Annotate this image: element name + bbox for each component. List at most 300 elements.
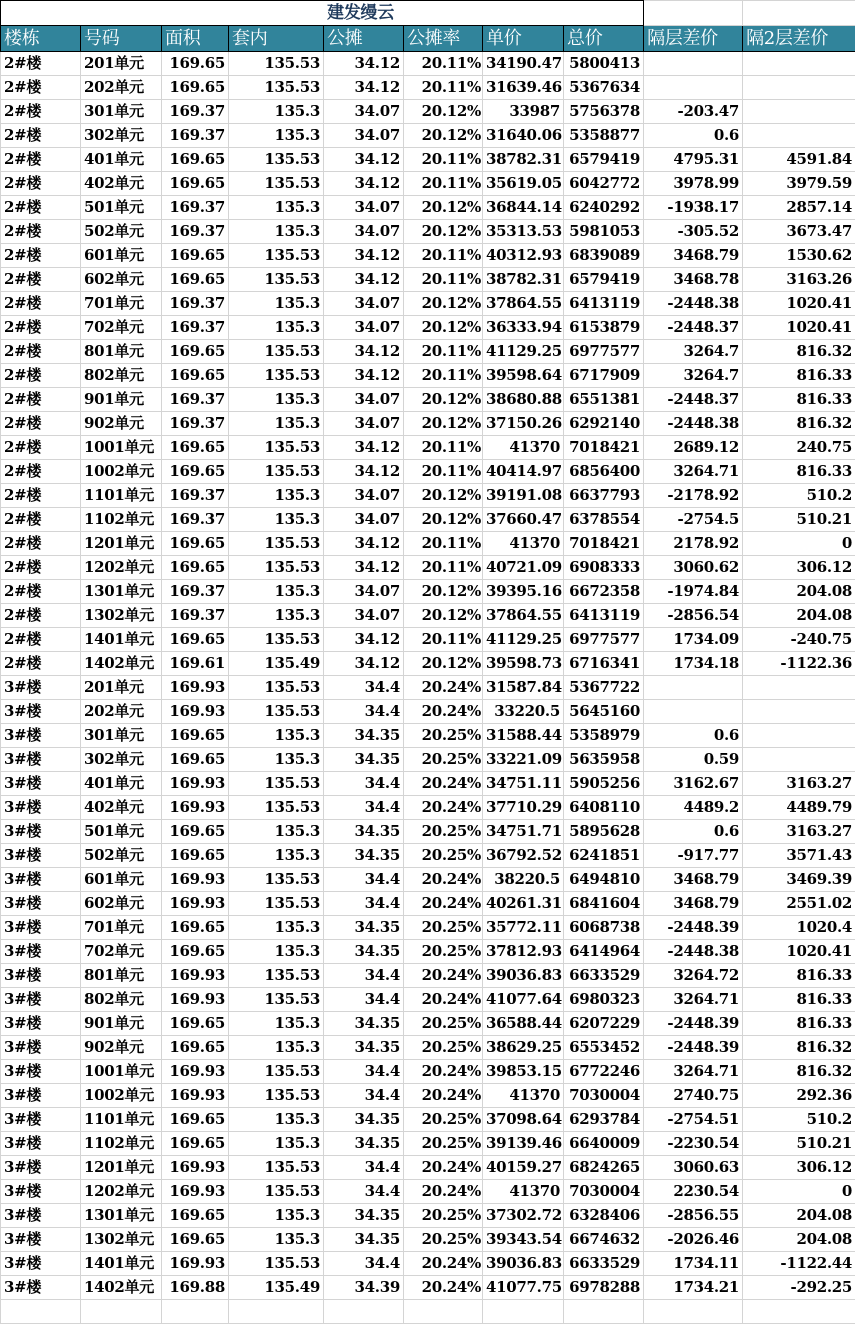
cell-shared-rate[interactable]: 20.11% [404, 52, 483, 76]
cell-floor2-diff[interactable]: 4591.84 [743, 148, 855, 172]
cell-unit[interactable]: 901单元 [81, 1012, 162, 1036]
sheet-title[interactable]: 建发缦云 [1, 1, 644, 26]
cell-area[interactable]: 169.93 [162, 868, 229, 892]
cell-unit[interactable]: 602单元 [81, 268, 162, 292]
cell-unit-price[interactable]: 36844.14 [483, 196, 564, 220]
cell-floor2-diff[interactable] [743, 100, 855, 124]
cell-inner-area[interactable]: 135.53 [229, 796, 324, 820]
cell-unit[interactable]: 1002单元 [81, 460, 162, 484]
cell-total-price[interactable]: 6977577 [564, 340, 644, 364]
cell-total-price[interactable]: 5895628 [564, 820, 644, 844]
cell-shared-rate[interactable]: 20.24% [404, 676, 483, 700]
cell-shared-area[interactable]: 34.12 [324, 556, 404, 580]
cell-unit[interactable]: 1201单元 [81, 532, 162, 556]
cell-unit-price[interactable]: 31588.44 [483, 724, 564, 748]
cell-area[interactable]: 169.65 [162, 364, 229, 388]
header-shared-area[interactable]: 公摊 [324, 26, 404, 52]
cell-shared-area[interactable]: 34.12 [324, 628, 404, 652]
cell-shared-area[interactable]: 34.35 [324, 1036, 404, 1060]
cell-shared-area[interactable]: 34.12 [324, 52, 404, 76]
cell-area[interactable]: 169.37 [162, 580, 229, 604]
cell-area[interactable]: 169.65 [162, 172, 229, 196]
cell-shared-rate[interactable]: 20.24% [404, 1180, 483, 1204]
cell-floor2-diff[interactable]: 816.33 [743, 988, 855, 1012]
cell-shared-area[interactable]: 34.12 [324, 148, 404, 172]
cell-inner-area[interactable]: 135.53 [229, 148, 324, 172]
cell-unit[interactable]: 301单元 [81, 100, 162, 124]
cell-building[interactable]: 2#楼 [1, 460, 81, 484]
cell-unit-price[interactable]: 31587.84 [483, 676, 564, 700]
cell-building[interactable]: 3#楼 [1, 796, 81, 820]
cell-floor2-diff[interactable]: -1122.44 [743, 1252, 855, 1276]
cell-shared-area[interactable]: 34.07 [324, 292, 404, 316]
cell-shared-rate[interactable]: 20.25% [404, 1228, 483, 1252]
cell-building[interactable]: 3#楼 [1, 1036, 81, 1060]
cell-shared-area[interactable]: 34.4 [324, 676, 404, 700]
cell-inner-area[interactable]: 135.53 [229, 172, 324, 196]
cell-shared-area[interactable]: 34.4 [324, 1180, 404, 1204]
cell-area[interactable]: 169.65 [162, 1132, 229, 1156]
cell-total-price[interactable]: 6772246 [564, 1060, 644, 1084]
cell-building[interactable]: 2#楼 [1, 244, 81, 268]
cell-inner-area[interactable]: 135.3 [229, 292, 324, 316]
cell-unit[interactable]: 1201单元 [81, 1156, 162, 1180]
cell-building[interactable]: 3#楼 [1, 1276, 81, 1300]
cell-shared-area[interactable]: 34.4 [324, 796, 404, 820]
cell-unit[interactable]: 601单元 [81, 868, 162, 892]
cell-unit-price[interactable]: 37864.55 [483, 604, 564, 628]
empty-cell[interactable] [229, 1300, 324, 1324]
cell-floor-diff[interactable]: -2448.38 [644, 412, 743, 436]
cell-floor-diff[interactable]: 0.6 [644, 124, 743, 148]
cell-inner-area[interactable]: 135.53 [229, 772, 324, 796]
cell-inner-area[interactable]: 135.3 [229, 916, 324, 940]
cell-unit-price[interactable]: 40312.93 [483, 244, 564, 268]
cell-unit[interactable]: 501单元 [81, 196, 162, 220]
cell-shared-area[interactable]: 34.07 [324, 124, 404, 148]
cell-shared-rate[interactable]: 20.11% [404, 172, 483, 196]
cell-shared-area[interactable]: 34.35 [324, 1132, 404, 1156]
empty-cell[interactable] [81, 1300, 162, 1324]
cell-floor2-diff[interactable]: 1020.41 [743, 316, 855, 340]
cell-floor-diff[interactable] [644, 700, 743, 724]
header-building[interactable]: 楼栋 [1, 26, 81, 52]
cell-total-price[interactable]: 7018421 [564, 436, 644, 460]
cell-unit-price[interactable]: 33220.5 [483, 700, 564, 724]
cell-unit-price[interactable]: 38629.25 [483, 1036, 564, 1060]
cell-unit[interactable]: 602单元 [81, 892, 162, 916]
cell-shared-rate[interactable]: 20.11% [404, 532, 483, 556]
cell-shared-rate[interactable]: 20.12% [404, 580, 483, 604]
cell-area[interactable]: 169.37 [162, 292, 229, 316]
cell-shared-rate[interactable]: 20.25% [404, 724, 483, 748]
cell-inner-area[interactable]: 135.3 [229, 1228, 324, 1252]
cell-total-price[interactable]: 5905256 [564, 772, 644, 796]
cell-inner-area[interactable]: 135.53 [229, 532, 324, 556]
cell-floor2-diff[interactable]: 816.32 [743, 412, 855, 436]
cell-floor2-diff[interactable] [743, 52, 855, 76]
cell-floor2-diff[interactable]: 3163.26 [743, 268, 855, 292]
cell-building[interactable]: 2#楼 [1, 628, 81, 652]
cell-floor-diff[interactable]: 0.59 [644, 748, 743, 772]
cell-building[interactable]: 3#楼 [1, 1204, 81, 1228]
cell-unit[interactable]: 902单元 [81, 1036, 162, 1060]
cell-floor2-diff[interactable]: 240.75 [743, 436, 855, 460]
cell-area[interactable]: 169.93 [162, 1156, 229, 1180]
cell-shared-area[interactable]: 34.4 [324, 988, 404, 1012]
cell-building[interactable]: 2#楼 [1, 220, 81, 244]
cell-total-price[interactable]: 6856400 [564, 460, 644, 484]
cell-floor2-diff[interactable]: 3979.59 [743, 172, 855, 196]
cell-shared-area[interactable]: 34.12 [324, 244, 404, 268]
cell-unit-price[interactable]: 37864.55 [483, 292, 564, 316]
cell-floor2-diff[interactable]: 2551.02 [743, 892, 855, 916]
cell-shared-area[interactable]: 34.07 [324, 604, 404, 628]
cell-total-price[interactable]: 6413119 [564, 604, 644, 628]
cell-floor2-diff[interactable]: 0 [743, 532, 855, 556]
cell-unit[interactable]: 1302单元 [81, 604, 162, 628]
cell-floor-diff[interactable] [644, 76, 743, 100]
cell-unit-price[interactable]: 37660.47 [483, 508, 564, 532]
cell-area[interactable]: 169.93 [162, 772, 229, 796]
cell-floor2-diff[interactable]: 3163.27 [743, 772, 855, 796]
cell-shared-area[interactable]: 34.07 [324, 388, 404, 412]
cell-total-price[interactable]: 6414964 [564, 940, 644, 964]
cell-shared-rate[interactable]: 20.12% [404, 484, 483, 508]
cell-total-price[interactable]: 6674632 [564, 1228, 644, 1252]
cell-inner-area[interactable]: 135.49 [229, 652, 324, 676]
cell-total-price[interactable]: 6494810 [564, 868, 644, 892]
cell-unit[interactable]: 402单元 [81, 172, 162, 196]
cell-total-price[interactable]: 5800413 [564, 52, 644, 76]
cell-area[interactable]: 169.37 [162, 196, 229, 220]
cell-floor2-diff[interactable]: -292.25 [743, 1276, 855, 1300]
cell-total-price[interactable]: 5981053 [564, 220, 644, 244]
cell-building[interactable]: 2#楼 [1, 412, 81, 436]
cell-shared-rate[interactable]: 20.11% [404, 436, 483, 460]
cell-floor-diff[interactable]: 3468.79 [644, 868, 743, 892]
cell-shared-area[interactable]: 34.4 [324, 964, 404, 988]
cell-shared-rate[interactable]: 20.25% [404, 1132, 483, 1156]
cell-shared-area[interactable]: 34.35 [324, 724, 404, 748]
cell-floor2-diff[interactable]: 306.12 [743, 1156, 855, 1180]
cell-area[interactable]: 169.65 [162, 820, 229, 844]
cell-floor-diff[interactable]: 3264.71 [644, 988, 743, 1012]
cell-floor-diff[interactable]: 4795.31 [644, 148, 743, 172]
cell-total-price[interactable]: 6640009 [564, 1132, 644, 1156]
cell-floor-diff[interactable]: 0.6 [644, 820, 743, 844]
cell-shared-area[interactable]: 34.12 [324, 436, 404, 460]
cell-unit-price[interactable]: 37302.72 [483, 1204, 564, 1228]
cell-inner-area[interactable]: 135.53 [229, 76, 324, 100]
cell-unit-price[interactable]: 35619.05 [483, 172, 564, 196]
cell-unit[interactable]: 1001单元 [81, 1060, 162, 1084]
cell-inner-area[interactable]: 135.53 [229, 52, 324, 76]
cell-unit-price[interactable]: 38782.31 [483, 268, 564, 292]
cell-inner-area[interactable]: 135.3 [229, 100, 324, 124]
cell-shared-rate[interactable]: 20.12% [404, 604, 483, 628]
cell-shared-area[interactable]: 34.35 [324, 820, 404, 844]
cell-inner-area[interactable]: 135.3 [229, 724, 324, 748]
cell-building[interactable]: 2#楼 [1, 388, 81, 412]
cell-unit[interactable]: 1301单元 [81, 580, 162, 604]
cell-building[interactable]: 3#楼 [1, 916, 81, 940]
cell-shared-area[interactable]: 34.07 [324, 412, 404, 436]
cell-unit-price[interactable]: 41370 [483, 1180, 564, 1204]
cell-total-price[interactable]: 6633529 [564, 964, 644, 988]
cell-shared-rate[interactable]: 20.11% [404, 460, 483, 484]
cell-shared-area[interactable]: 34.4 [324, 700, 404, 724]
cell-total-price[interactable]: 6977577 [564, 628, 644, 652]
cell-building[interactable]: 3#楼 [1, 724, 81, 748]
cell-unit[interactable]: 1401单元 [81, 628, 162, 652]
cell-building[interactable]: 2#楼 [1, 124, 81, 148]
cell-building[interactable]: 2#楼 [1, 364, 81, 388]
cell-floor-diff[interactable]: -2754.51 [644, 1108, 743, 1132]
cell-unit-price[interactable]: 40261.31 [483, 892, 564, 916]
cell-area[interactable]: 169.65 [162, 340, 229, 364]
cell-shared-area[interactable]: 34.4 [324, 1060, 404, 1084]
cell-inner-area[interactable]: 135.3 [229, 1204, 324, 1228]
cell-total-price[interactable]: 6551381 [564, 388, 644, 412]
cell-unit[interactable]: 402单元 [81, 796, 162, 820]
cell-floor-diff[interactable]: -2448.39 [644, 1036, 743, 1060]
cell-area[interactable]: 169.37 [162, 484, 229, 508]
cell-total-price[interactable]: 6240292 [564, 196, 644, 220]
cell-floor2-diff[interactable]: 204.08 [743, 604, 855, 628]
cell-total-price[interactable]: 6328406 [564, 1204, 644, 1228]
cell-floor-diff[interactable]: 2178.92 [644, 532, 743, 556]
cell-floor2-diff[interactable]: 3571.43 [743, 844, 855, 868]
header-shared-rate[interactable]: 公摊率 [404, 26, 483, 52]
cell-floor-diff[interactable]: 3264.7 [644, 364, 743, 388]
cell-area[interactable]: 169.65 [162, 532, 229, 556]
empty-cell[interactable] [404, 1300, 483, 1324]
cell-total-price[interactable]: 5358979 [564, 724, 644, 748]
empty-cell[interactable] [564, 1300, 644, 1324]
cell-floor-diff[interactable]: 3468.79 [644, 892, 743, 916]
cell-shared-area[interactable]: 34.35 [324, 1204, 404, 1228]
cell-building[interactable]: 2#楼 [1, 436, 81, 460]
cell-area[interactable]: 169.93 [162, 796, 229, 820]
cell-floor2-diff[interactable]: 1020.4 [743, 916, 855, 940]
cell-unit-price[interactable]: 33221.09 [483, 748, 564, 772]
cell-shared-rate[interactable]: 20.24% [404, 1156, 483, 1180]
cell-inner-area[interactable]: 135.53 [229, 868, 324, 892]
cell-inner-area[interactable]: 135.3 [229, 508, 324, 532]
cell-total-price[interactable]: 6672358 [564, 580, 644, 604]
cell-total-price[interactable]: 6292140 [564, 412, 644, 436]
cell-shared-area[interactable]: 34.07 [324, 196, 404, 220]
cell-unit-price[interactable]: 36333.94 [483, 316, 564, 340]
cell-floor-diff[interactable]: 3264.71 [644, 460, 743, 484]
cell-building[interactable]: 3#楼 [1, 868, 81, 892]
cell-unit-price[interactable]: 41370 [483, 532, 564, 556]
cell-inner-area[interactable]: 135.3 [229, 820, 324, 844]
cell-floor-diff[interactable]: 3978.99 [644, 172, 743, 196]
cell-floor2-diff[interactable]: 510.2 [743, 1108, 855, 1132]
empty-cell[interactable] [162, 1300, 229, 1324]
cell-area[interactable]: 169.37 [162, 124, 229, 148]
cell-building[interactable]: 2#楼 [1, 316, 81, 340]
cell-total-price[interactable]: 6553452 [564, 1036, 644, 1060]
cell-shared-rate[interactable]: 20.12% [404, 292, 483, 316]
cell-area[interactable]: 169.65 [162, 244, 229, 268]
cell-inner-area[interactable]: 135.3 [229, 484, 324, 508]
cell-building[interactable]: 2#楼 [1, 76, 81, 100]
cell-area[interactable]: 169.65 [162, 1036, 229, 1060]
cell-building[interactable]: 3#楼 [1, 1084, 81, 1108]
cell-building[interactable]: 3#楼 [1, 988, 81, 1012]
cell-unit-price[interactable]: 37098.64 [483, 1108, 564, 1132]
cell-shared-rate[interactable]: 20.12% [404, 388, 483, 412]
cell-floor2-diff[interactable] [743, 748, 855, 772]
cell-building[interactable]: 2#楼 [1, 556, 81, 580]
cell-floor2-diff[interactable] [743, 76, 855, 100]
cell-inner-area[interactable]: 135.3 [229, 1108, 324, 1132]
cell-unit[interactable]: 701单元 [81, 916, 162, 940]
cell-shared-rate[interactable]: 20.24% [404, 772, 483, 796]
empty-cell[interactable] [644, 1300, 743, 1324]
cell-unit[interactable]: 1401单元 [81, 1252, 162, 1276]
cell-unit[interactable]: 1101单元 [81, 1108, 162, 1132]
cell-shared-rate[interactable]: 20.11% [404, 244, 483, 268]
cell-shared-area[interactable]: 34.07 [324, 220, 404, 244]
cell-total-price[interactable]: 6378554 [564, 508, 644, 532]
cell-area[interactable]: 169.37 [162, 412, 229, 436]
cell-unit[interactable]: 802单元 [81, 988, 162, 1012]
cell-shared-area[interactable]: 34.07 [324, 580, 404, 604]
cell-building[interactable]: 2#楼 [1, 508, 81, 532]
cell-unit[interactable]: 601单元 [81, 244, 162, 268]
cell-unit-price[interactable]: 33987 [483, 100, 564, 124]
cell-unit[interactable]: 702单元 [81, 316, 162, 340]
cell-floor-diff[interactable]: -2230.54 [644, 1132, 743, 1156]
cell-inner-area[interactable]: 135.53 [229, 628, 324, 652]
cell-floor2-diff[interactable]: 3469.39 [743, 868, 855, 892]
cell-unit[interactable]: 801单元 [81, 340, 162, 364]
cell-unit[interactable]: 1202单元 [81, 556, 162, 580]
cell-shared-rate[interactable]: 20.11% [404, 340, 483, 364]
cell-inner-area[interactable]: 135.53 [229, 244, 324, 268]
cell-area[interactable]: 169.65 [162, 268, 229, 292]
cell-floor2-diff[interactable]: 4489.79 [743, 796, 855, 820]
cell-inner-area[interactable]: 135.53 [229, 340, 324, 364]
cell-floor2-diff[interactable]: 816.33 [743, 1012, 855, 1036]
cell-area[interactable]: 169.65 [162, 940, 229, 964]
cell-shared-rate[interactable]: 20.25% [404, 1036, 483, 1060]
cell-shared-rate[interactable]: 20.12% [404, 100, 483, 124]
cell-area[interactable]: 169.65 [162, 1204, 229, 1228]
cell-unit[interactable]: 1102单元 [81, 508, 162, 532]
cell-total-price[interactable]: 6068738 [564, 916, 644, 940]
cell-total-price[interactable]: 5367722 [564, 676, 644, 700]
cell-floor-diff[interactable]: -2026.46 [644, 1228, 743, 1252]
cell-floor2-diff[interactable]: 2857.14 [743, 196, 855, 220]
cell-total-price[interactable]: 6716341 [564, 652, 644, 676]
cell-area[interactable]: 169.37 [162, 508, 229, 532]
cell-floor2-diff[interactable]: 204.08 [743, 580, 855, 604]
cell-floor-diff[interactable]: 3264.72 [644, 964, 743, 988]
cell-area[interactable]: 169.65 [162, 148, 229, 172]
cell-shared-rate[interactable]: 20.25% [404, 1204, 483, 1228]
cell-unit[interactable]: 1102单元 [81, 1132, 162, 1156]
cell-total-price[interactable]: 6241851 [564, 844, 644, 868]
cell-unit[interactable]: 1101单元 [81, 484, 162, 508]
cell-unit[interactable]: 301单元 [81, 724, 162, 748]
cell-building[interactable]: 3#楼 [1, 1180, 81, 1204]
cell-inner-area[interactable]: 135.3 [229, 604, 324, 628]
cell-inner-area[interactable]: 135.53 [229, 1180, 324, 1204]
cell-building[interactable]: 2#楼 [1, 52, 81, 76]
cell-shared-rate[interactable]: 20.25% [404, 1108, 483, 1132]
cell-inner-area[interactable]: 135.53 [229, 1060, 324, 1084]
cell-inner-area[interactable]: 135.53 [229, 988, 324, 1012]
cell-unit[interactable]: 902单元 [81, 412, 162, 436]
cell-area[interactable]: 169.93 [162, 988, 229, 1012]
cell-shared-area[interactable]: 34.07 [324, 316, 404, 340]
cell-total-price[interactable]: 6841604 [564, 892, 644, 916]
cell-floor-diff[interactable]: 3264.7 [644, 340, 743, 364]
cell-building[interactable]: 2#楼 [1, 268, 81, 292]
cell-area[interactable]: 169.93 [162, 700, 229, 724]
cell-unit-price[interactable]: 38782.31 [483, 148, 564, 172]
cell-building[interactable]: 3#楼 [1, 892, 81, 916]
cell-inner-area[interactable]: 135.3 [229, 748, 324, 772]
cell-inner-area[interactable]: 135.53 [229, 676, 324, 700]
cell-area[interactable]: 169.65 [162, 436, 229, 460]
cell-unit-price[interactable]: 36588.44 [483, 1012, 564, 1036]
cell-inner-area[interactable]: 135.53 [229, 1084, 324, 1108]
cell-unit[interactable]: 202单元 [81, 76, 162, 100]
cell-shared-rate[interactable]: 20.24% [404, 796, 483, 820]
cell-shared-area[interactable]: 34.4 [324, 772, 404, 796]
cell-floor-diff[interactable]: 3060.62 [644, 556, 743, 580]
cell-floor2-diff[interactable]: 816.32 [743, 1060, 855, 1084]
cell-area[interactable]: 169.93 [162, 676, 229, 700]
cell-building[interactable]: 2#楼 [1, 172, 81, 196]
cell-shared-area[interactable]: 34.12 [324, 364, 404, 388]
cell-shared-rate[interactable]: 20.24% [404, 1252, 483, 1276]
cell-total-price[interactable]: 6717909 [564, 364, 644, 388]
cell-unit-price[interactable]: 39191.08 [483, 484, 564, 508]
cell-building[interactable]: 2#楼 [1, 604, 81, 628]
cell-shared-rate[interactable]: 20.24% [404, 868, 483, 892]
cell-total-price[interactable]: 6413119 [564, 292, 644, 316]
cell-total-price[interactable]: 6293784 [564, 1108, 644, 1132]
cell-shared-area[interactable]: 34.4 [324, 1084, 404, 1108]
cell-unit[interactable]: 1402单元 [81, 652, 162, 676]
cell-building[interactable]: 3#楼 [1, 964, 81, 988]
cell-shared-rate[interactable]: 20.24% [404, 1084, 483, 1108]
cell-shared-rate[interactable]: 20.12% [404, 652, 483, 676]
cell-inner-area[interactable]: 135.53 [229, 892, 324, 916]
cell-unit-price[interactable]: 41077.75 [483, 1276, 564, 1300]
cell-building[interactable]: 3#楼 [1, 1108, 81, 1132]
cell-floor-diff[interactable]: 2230.54 [644, 1180, 743, 1204]
cell-unit-price[interactable]: 31639.46 [483, 76, 564, 100]
cell-building[interactable]: 3#楼 [1, 844, 81, 868]
cell-floor-diff[interactable]: 3162.67 [644, 772, 743, 796]
cell-inner-area[interactable]: 135.53 [229, 556, 324, 580]
header-area[interactable]: 面积 [162, 26, 229, 52]
cell-shared-rate[interactable]: 20.11% [404, 76, 483, 100]
cell-unit[interactable]: 1301单元 [81, 1204, 162, 1228]
cell-floor2-diff[interactable]: 816.33 [743, 964, 855, 988]
cell-unit-price[interactable]: 37710.29 [483, 796, 564, 820]
cell-area[interactable]: 169.37 [162, 388, 229, 412]
cell-floor-diff[interactable] [644, 676, 743, 700]
